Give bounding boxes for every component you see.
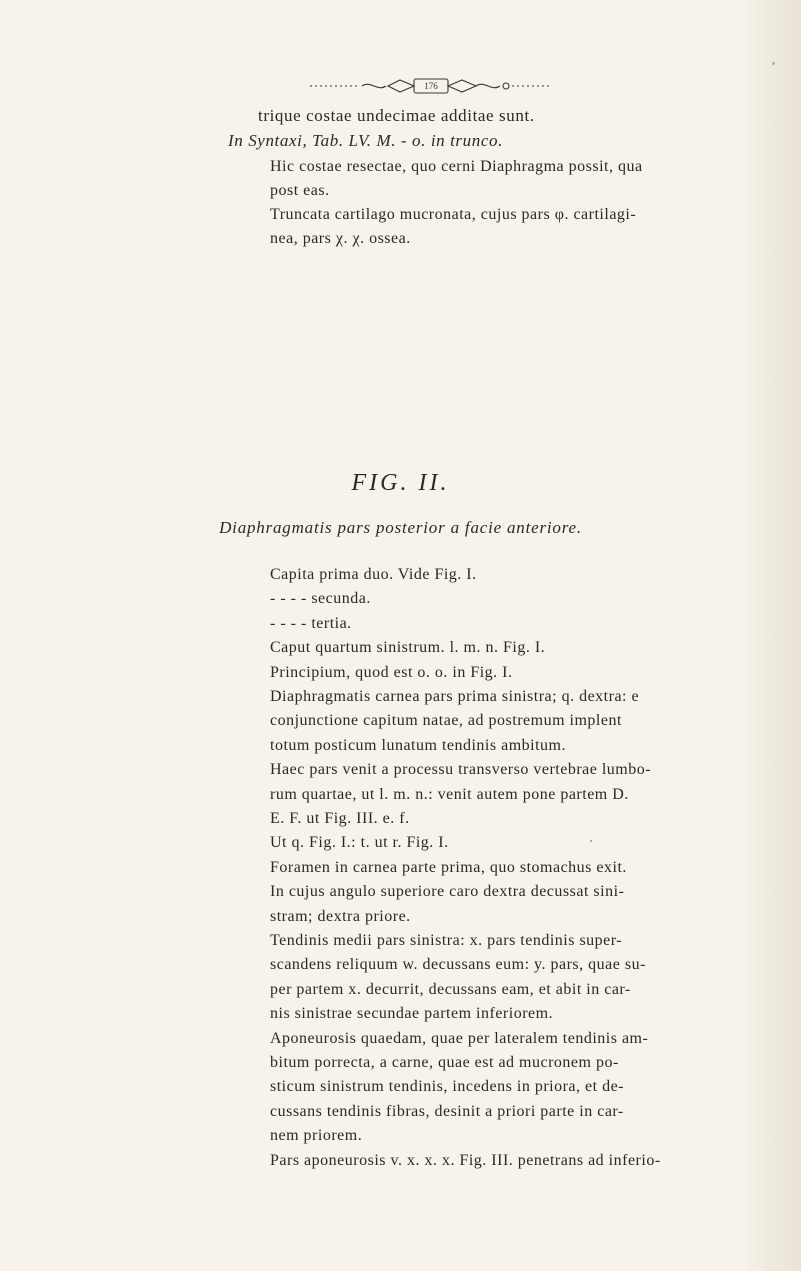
figure-subtitle: Diaphragmatis pars posterior a facie anteriore. (219, 518, 582, 537)
intro-line-1: trique costae undecimae additae sunt. (258, 106, 535, 125)
intro-line-2-text: In Syntaxi, Tab. LV. M. - o. in trunco. (228, 131, 503, 150)
entry-text-line: nem priorem. (270, 1127, 363, 1145)
entry-text-line: Tendinis medii pars sinistra: x. pars tendinis super- (270, 932, 623, 949)
entry-text-line: nea, pars χ. χ. ossea. (270, 230, 411, 247)
entry-text-line: rum quartae, ut l. m. n.: venit autem pone partem D. (270, 785, 629, 803)
entry-text-line: nis sinistrae secundae partem inferiorem. (270, 1005, 554, 1023)
entry-text-line: - - - - secunda. (270, 590, 371, 608)
entry-text-line: Ut q. Fig. I.: t. ut r. Fig. I. (270, 834, 449, 852)
entry-text-line: cussans tendinis fibras, desinit a priori parte in car- (270, 1102, 624, 1120)
page-number: 176 (424, 81, 438, 91)
entry-text-line: scandens reliquum w. decussans eum: y. pars, quae su- (270, 956, 646, 974)
entry-text-line: conjunctione capitum natae, ad postremum implent (270, 712, 622, 730)
entry-text-line: Hic costae resectae, quo cerni Diaphragma possit, qua (270, 158, 643, 175)
entry-text-line: sticum sinistrum tendinis, incedens in priora, et de- (270, 1078, 624, 1096)
intro-line-2 (228, 131, 503, 151)
entry-text-line: bitum porrecta, a carne, quae est ad mucronem po- (270, 1053, 619, 1071)
entry-text-line: - - - - tertia. (270, 614, 352, 632)
entry-text-line: Truncata cartilago mucronata, cujus pars φ. cartilagi- (270, 206, 637, 223)
entry-text-line: per partem x. decurrit, decussans eam, et abit in car- (270, 980, 631, 998)
paper-speck (590, 840, 592, 842)
entry-text-line: In cujus angulo superiore caro dextra decussat sini- (270, 883, 625, 901)
entry-text-line: E. F. ut Fig. III. e. f. (270, 809, 410, 827)
entry-text-line: post eas. (270, 182, 330, 199)
entry-text-line: Foramen in carnea parte prima, quo stomachus exit. (270, 858, 627, 876)
entry-text-line: totum posticum lunatum tendinis ambitum. (270, 736, 566, 754)
entry-text-line: Capita prima duo. Vide Fig. I. (270, 566, 477, 583)
entry-text-line: Diaphragmatis carnea pars prima sinistra; q. dextra: e (270, 688, 640, 705)
figure-title: FIG. II. (351, 470, 450, 496)
entry-text-line: stram; dextra priore. (270, 907, 411, 925)
header-ornament (300, 74, 560, 98)
entry-text-line: Pars aponeurosis v. x. x. x. Fig. III. penetrans ad inferio- (270, 1151, 661, 1169)
entry-text-line: Haec pars venit a processu transverso vertebrae lumbo- (270, 761, 652, 779)
entry-text-line: Aponeurosis quaedam, quae per lateralem tendinis am- (270, 1029, 649, 1047)
entry-text-line: Caput quartum sinistrum. l. m. n. Fig. I. (270, 639, 546, 657)
entry-text-line: Principium, quod est o. o. in Fig. I. (270, 663, 513, 681)
page-edge-shadow (741, 0, 801, 1271)
